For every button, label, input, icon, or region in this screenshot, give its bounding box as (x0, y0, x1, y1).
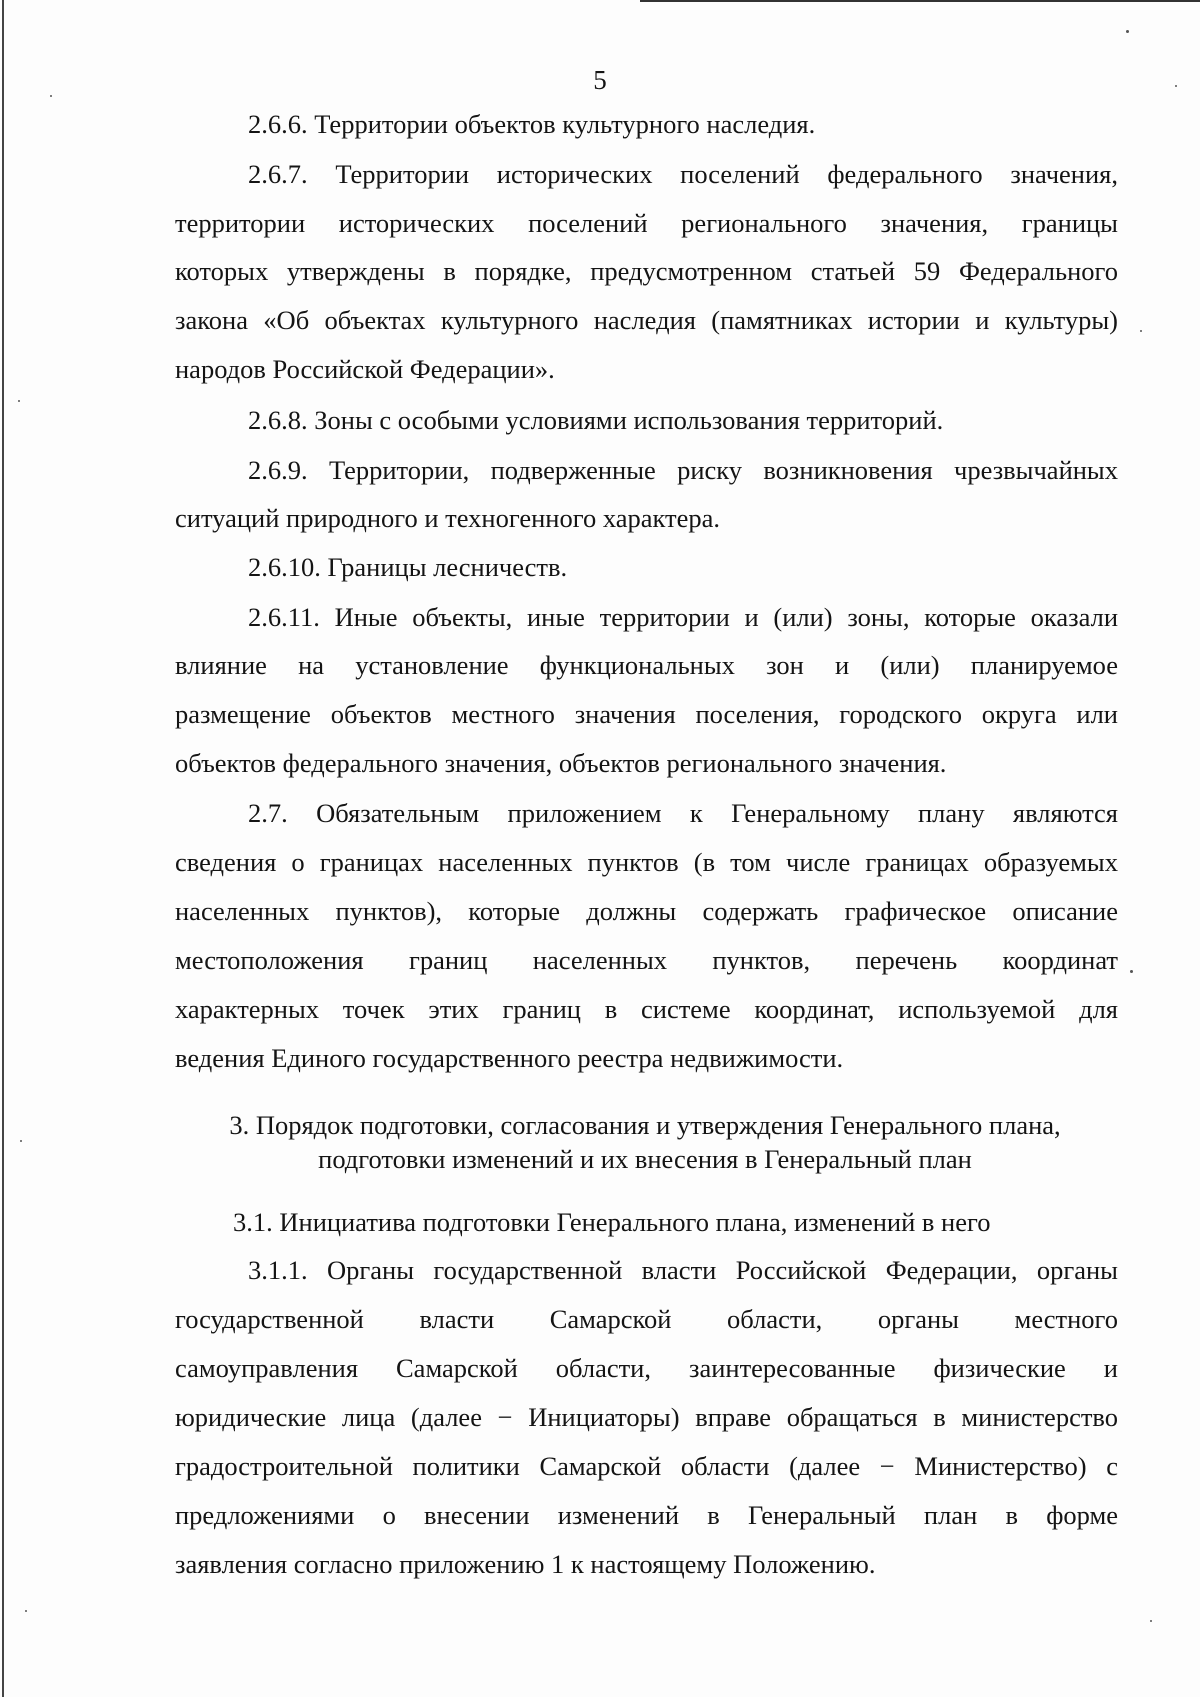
paragraph-2-6-9-line: ситуаций природного и техногенного характера. (175, 503, 720, 533)
scan-edge-top (640, 0, 1200, 2)
paragraph-2-6-7-line: которых утверждены в порядке, предусмотренном статьей 59 Федерального (175, 256, 1118, 286)
paragraph-2-6-11-line: влияние на установление функциональных зон и (или) планируемое (175, 650, 1118, 680)
paragraph-2-7-line: 2.7. Обязательным приложением к Генеральному плану являются (248, 798, 1118, 828)
paragraph-2-6-11-line: 2.6.11. Иные объекты, иные территории и (или) зоны, которые оказали (248, 602, 1118, 632)
paragraph-2-6-7-line: закона «Об объектах культурного наследия (памятниках истории и культуры) (175, 305, 1118, 335)
paragraph-3-1-1-line: 3.1.1. Органы государственной власти Российской Федерации, органы (248, 1255, 1118, 1285)
scan-speck (18, 400, 20, 402)
paragraph-3-1-1-line: градостроительной политики Самарской области (далее − Министерство) с (175, 1451, 1118, 1481)
paragraph-2-7-line: сведения о границах населенных пунктов (в том числе границах образуемых (175, 847, 1118, 877)
paragraph-2-6-7-line: территории исторических поселений регионального значения, границы (175, 208, 1118, 238)
subsection-3-1-heading: 3.1. Инициатива подготовки Генерального плана, изменений в него (233, 1207, 991, 1237)
paragraph-3-1-1-line: государственной власти Самарской области, органы местного (175, 1304, 1118, 1334)
paragraph-2-6-11-line: размещение объектов местного значения поселения, городского округа или (175, 699, 1118, 729)
scan-speck (1130, 970, 1133, 973)
paragraph-2-6-11-line: объектов федерального значения, объектов регионального значения. (175, 748, 947, 778)
scan-speck (20, 1140, 22, 1142)
page-number: 5 (593, 65, 607, 95)
paragraph-2-6-6: 2.6.6. Территории объектов культурного наследия. (248, 109, 816, 139)
scan-speck (1126, 30, 1129, 33)
paragraph-2-6-7-line: 2.6.7. Территории исторических поселений федерального значения, (248, 159, 1118, 189)
paragraph-2-6-9-line: 2.6.9. Территории, подверженные риску возникновения чрезвычайных (248, 455, 1118, 485)
scan-speck (1140, 330, 1142, 332)
paragraph-2-7-line: населенных пунктов), которые должны содержать графическое описание (175, 896, 1118, 926)
paragraph-2-6-7-line: народов Российской Федерации». (175, 354, 555, 384)
section-3-heading: подготовки изменений и их внесения в Генеральный план (318, 1144, 972, 1174)
scan-speck (1150, 1620, 1152, 1622)
scan-edge-left (2, 0, 4, 1697)
paragraph-3-1-1-line: предложениями о внесении изменений в Генеральный план в форме (175, 1500, 1118, 1530)
scan-speck (25, 1610, 27, 1612)
paragraph-2-7-line: характерных точек этих границ в системе координат, используемой для (175, 994, 1118, 1024)
paragraph-3-1-1-line: самоуправления Самарской области, заинтересованные физические и (175, 1353, 1118, 1383)
paragraph-2-6-8: 2.6.8. Зоны с особыми условиями использования территорий. (248, 405, 944, 435)
paragraph-2-7-line: ведения Единого государственного реестра недвижимости. (175, 1043, 844, 1073)
section-3-heading: 3. Порядок подготовки, согласования и утверждения Генерального плана, (229, 1110, 1061, 1140)
paragraph-3-1-1-line: заявления согласно приложению 1 к настоящему Положению. (175, 1549, 876, 1579)
paragraph-2-7-line: местоположения границ населенных пунктов, перечень координат (175, 945, 1118, 975)
paragraph-3-1-1-line: юридические лица (далее − Инициаторы) вправе обращаться в министерство (175, 1402, 1118, 1432)
paragraph-2-6-10: 2.6.10. Границы лесничеств. (248, 552, 568, 582)
